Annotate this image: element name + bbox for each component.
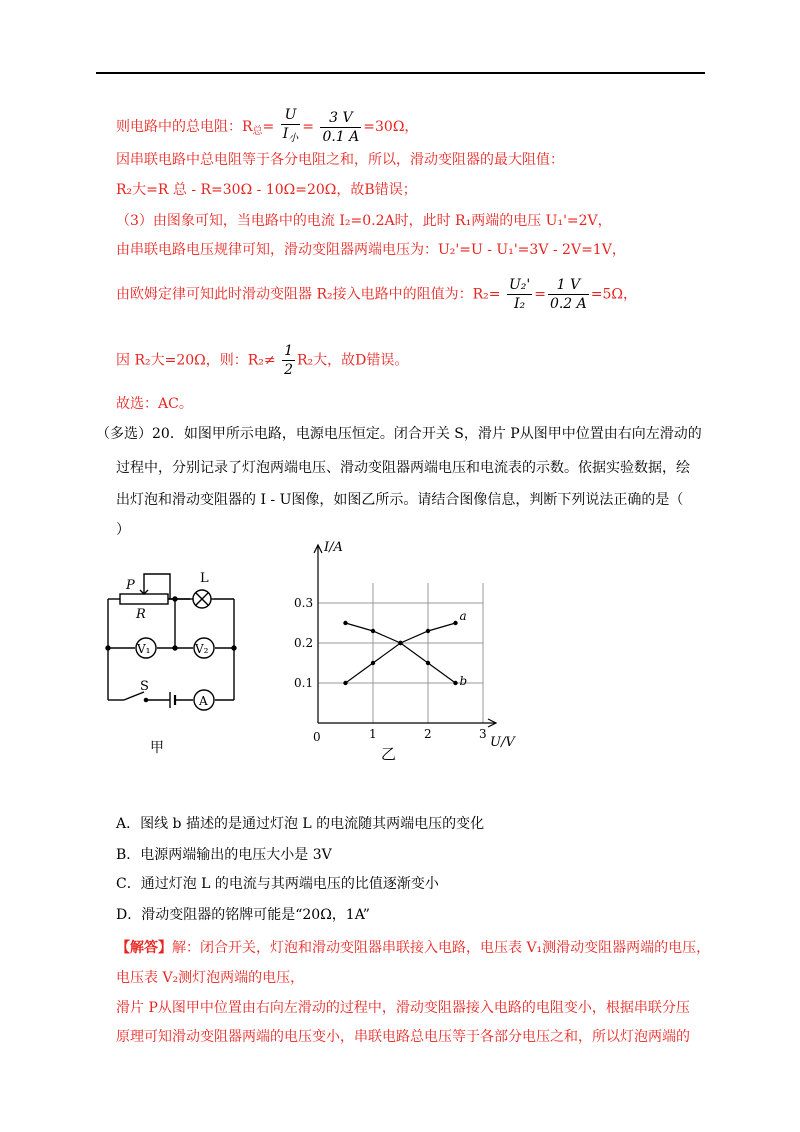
rheostat-body	[120, 594, 168, 604]
y-axis-label: I/A	[324, 540, 343, 555]
numerator: 3 V	[320, 109, 361, 128]
denominator: $I_小$	[282, 126, 299, 144]
y-tick-label: 0.3	[294, 596, 314, 610]
label-r: R	[136, 607, 146, 622]
label-l: L	[200, 571, 209, 586]
numerator: U	[281, 106, 301, 125]
solution-line-3: R₂大=R 总 - R=30Ω - 10Ω=20Ω，故B错误；	[116, 182, 417, 198]
chart-series	[343, 609, 467, 688]
denominator: 0.1 A	[322, 128, 360, 145]
data-point-a	[453, 621, 457, 625]
caption-jia: 甲	[150, 740, 164, 756]
label-s: S	[140, 679, 149, 694]
text: 因 R₂大=20Ω，则：R₂≠	[116, 352, 276, 369]
text: 解：闭合开关，灯泡和滑动变阻器串联接入电路，电压表 V₁测滑动变阻器两端的电压，	[172, 940, 711, 956]
text: =30Ω，	[363, 119, 419, 135]
circuit-diagram	[104, 560, 254, 760]
label-v2: V₂	[195, 642, 209, 656]
option-c[interactable]: C．通过灯泡 L 的电流与其两端电压的比值逐渐变小	[116, 876, 439, 892]
solution-line-total-resistance	[116, 106, 418, 148]
text: 由欧姆定律可知此时滑动变阻器 R₂接入电路中的阻值为：R₂=	[116, 286, 501, 303]
option-a[interactable]: A．图线 b 描述的是通过灯泡 L 的电流随其两端电压的变化	[116, 816, 485, 832]
answer-line-3: 滑片 P从图甲中位置由右向左滑动的过程中，滑动变阻器接入电路的电阻变小，根据串联分压	[116, 1000, 690, 1016]
denominator: 0.2 A	[549, 296, 587, 312]
data-point-a	[343, 681, 347, 685]
solution-line-5: 由串联电路电压规律可知，滑动变阻器两端电压为：U₂'=U - U₁'=3V - 2V=1V，	[116, 242, 626, 258]
text: =5Ω，	[590, 286, 638, 303]
question-line-4: ）	[116, 522, 130, 538]
iu-chart	[286, 535, 516, 765]
numerator: U₂'	[508, 277, 531, 293]
solution-line-2: 因串联电路中总电阻等于各分电阻之和，所以，滑动变阻器的最大阻值：	[116, 152, 564, 168]
data-point-a	[371, 661, 375, 665]
answer-line-4: 原理可知滑动变阻器两端的电压变小，串联电路总电压等于各部分电压之和，所以灯泡两端的	[116, 1029, 690, 1045]
denominator: I₂	[514, 296, 526, 312]
fraction-values-2	[548, 276, 589, 313]
data-point-b	[371, 629, 375, 633]
text: R₂大，故D错误。	[297, 352, 409, 369]
option-d[interactable]: D．滑动变阻器的铭牌可能是“20Ω，1A”	[116, 907, 370, 923]
chart-axes	[314, 545, 496, 727]
fraction-u-over-i	[281, 106, 301, 148]
label-p: P	[126, 578, 135, 593]
question-line-3: 出灯泡和滑动变阻器的 I - U图像，如图乙所示。请结合图像信息，判断下列说法正确的是（	[116, 492, 684, 508]
series-line-a	[346, 623, 456, 683]
origin-label: 0	[313, 730, 321, 744]
solution-line-6: 由欧姆定律可知此时滑动变阻器 R₂接入电路中的阻值为：R₂= $\frac{\text{U₂'}}{\text{I₂}}$ = $\frac{1 V}{0.2 A}$ =5Ω，	[116, 277, 638, 312]
text: =	[262, 119, 275, 135]
fraction-u2-over-i2	[507, 276, 532, 313]
series-line-b	[346, 623, 456, 683]
denominator: 2	[284, 362, 294, 378]
fraction-half	[282, 342, 295, 379]
answer-tag: 【解答】	[116, 940, 172, 956]
data-point-a	[426, 629, 430, 633]
text: 则电路中的总电阻：R	[116, 119, 253, 135]
series-label-a: a	[459, 609, 467, 623]
y-tick-label: 0.2	[294, 636, 314, 650]
solution-line-8: 故选：AC。	[116, 396, 193, 412]
y-tick-label: 0.1	[294, 676, 314, 690]
header-rule	[96, 72, 705, 74]
data-point-b	[398, 641, 402, 645]
caption-yi: 乙	[381, 745, 397, 763]
subscript: 总	[252, 126, 263, 137]
numerator: 1	[284, 343, 294, 359]
data-point-b	[453, 681, 457, 685]
slider-wire	[144, 574, 175, 599]
solution-line-4: （3）由图象可知，当电路中的电流 I₂=0.2A时，此时 R₁两端的电压 U₁'=2V，	[116, 213, 612, 229]
label-v1: V₁	[137, 642, 151, 656]
label-a: A	[199, 694, 208, 708]
fraction-values	[320, 109, 361, 146]
answer-line-2: 电压表 V₂测灯泡两端的电压，	[116, 970, 305, 986]
x-tick-label: 1	[369, 727, 377, 741]
question-line-2: 过程中，分别记录了灯泡两端电压、滑动变阻器两端电压和电流表的示数。依据实验数据，绘	[116, 460, 690, 476]
chart-grid	[318, 583, 483, 723]
x-tick-label: 3	[479, 727, 487, 741]
x-axis-label: U/V	[490, 735, 515, 750]
series-label-b: b	[459, 674, 468, 688]
option-b[interactable]: B．电源两端输出的电压大小是 3V	[116, 847, 332, 863]
x-tick-label: 2	[424, 727, 432, 741]
junction-dot	[173, 597, 177, 601]
data-point-b	[343, 621, 347, 625]
text: =	[302, 119, 314, 135]
solution-line-7	[116, 342, 408, 379]
question-line-1: （多选）20．如图甲所示电路，电源电压恒定。闭合开关 S，滑片 P从图甲中位置由右向左滑动的	[96, 426, 702, 442]
chart-ticks	[294, 596, 487, 741]
numerator: 1 V	[548, 276, 589, 295]
data-point-b	[426, 661, 430, 665]
answer-line-1	[116, 938, 710, 958]
